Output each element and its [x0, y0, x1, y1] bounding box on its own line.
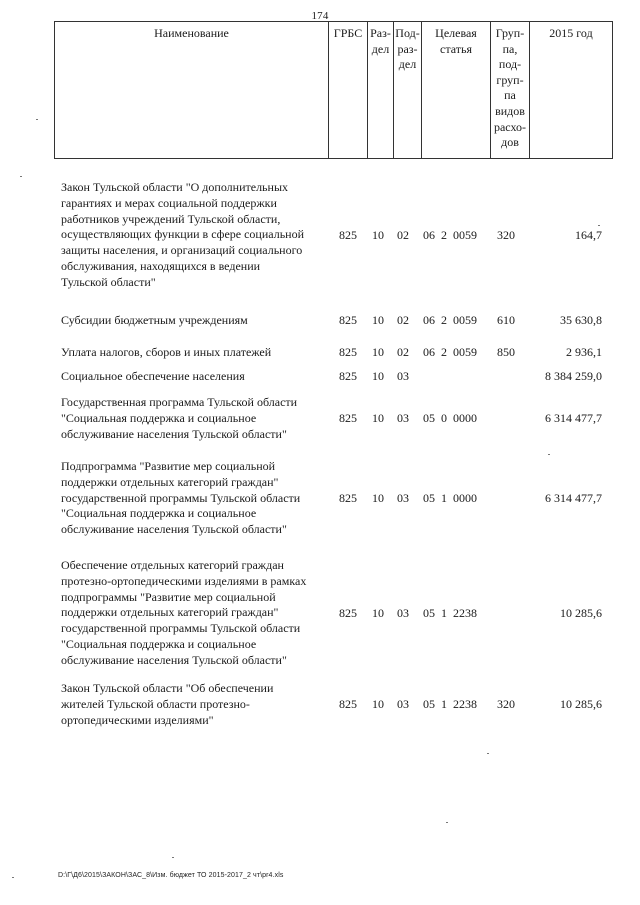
row-podrazdel: 02 — [397, 345, 409, 359]
row-razdel: 10 — [372, 606, 384, 620]
row-podrazdel: 03 — [397, 697, 409, 711]
row-grbs: 825 — [339, 369, 357, 383]
row-year-value: 8 384 259,0 — [545, 369, 602, 383]
row-celevaya: 05 1 2238 — [423, 697, 477, 711]
row-year-value: 164,7 — [575, 228, 602, 242]
row-celevaya: 06 2 0059 — [423, 345, 477, 359]
row-celevaya: 05 0 0000 — [423, 411, 477, 425]
row-podrazdel: 02 — [397, 228, 409, 242]
row-grbs: 825 — [339, 697, 357, 711]
scan-speck — [36, 119, 38, 120]
row-grbs: 825 — [339, 313, 357, 327]
row-name: Социальное обеспечение населения — [61, 369, 245, 383]
header-razdel: Раз- дел — [368, 22, 394, 158]
row-podrazdel: 03 — [397, 411, 409, 425]
scan-speck — [548, 454, 550, 455]
row-razdel: 10 — [372, 411, 384, 425]
row-year-value: 2 936,1 — [566, 345, 602, 359]
row-grbs: 825 — [339, 411, 357, 425]
row-razdel: 10 — [372, 697, 384, 711]
row-podrazdel: 03 — [397, 369, 409, 383]
row-podrazdel: 02 — [397, 313, 409, 327]
row-razdel: 10 — [372, 369, 384, 383]
row-gruppa: 320 — [497, 228, 515, 242]
table-header — [54, 21, 613, 159]
file-path-footer: D:\Г\Д6\2015\ЗАКОН\ЗАС_8\Изм. бюджет ТО 2015-2017_2 чт\pr4.xls — [58, 872, 284, 879]
row-razdel: 10 — [372, 228, 384, 242]
row-podrazdel: 03 — [397, 606, 409, 620]
header-grbs: ГРБС — [329, 22, 368, 158]
row-name: Обеспечение отдельных категорий граждан протезно-ортопедическими изделиями в рамках подпрограммы "Развитие мер социальной поддержки отдельных категорий граждан" государственной программы Тульской области "Социальная поддержка и социальное обслуживание населения Тульской области" — [61, 558, 307, 667]
row-grbs: 825 — [339, 345, 357, 359]
row-year-value: 6 314 477,7 — [545, 411, 602, 425]
row-celevaya: 05 1 0000 — [423, 491, 477, 505]
row-celevaya: 06 2 0059 — [423, 228, 477, 242]
row-year-value: 10 285,6 — [560, 606, 602, 620]
row-name: Закон Тульской области "О дополнительных гарантиях и мерах социальной поддержки работников учреждений Тульской области, осуществляющих функции в сфере социальной защиты населения, и организаций социального обслуживания, находящихся в ведении Тульской области" — [61, 180, 305, 289]
row-gruppa: 320 — [497, 697, 515, 711]
scan-speck — [598, 225, 600, 226]
scan-speck — [446, 822, 448, 823]
row-year-value: 6 314 477,7 — [545, 491, 602, 505]
scan-speck — [487, 753, 489, 754]
row-razdel: 10 — [372, 345, 384, 359]
row-gruppa: 610 — [497, 313, 515, 327]
header-celevaya: Целевая статья — [422, 22, 491, 158]
row-grbs: 825 — [339, 228, 357, 242]
row-year-value: 35 630,8 — [560, 313, 602, 327]
row-year-value: 10 285,6 — [560, 697, 602, 711]
scan-speck — [20, 176, 22, 177]
row-celevaya: 06 2 0059 — [423, 313, 477, 327]
row-gruppa: 850 — [497, 345, 515, 359]
row-grbs: 825 — [339, 606, 357, 620]
page-number: 174 — [311, 10, 329, 22]
scan-speck — [12, 877, 14, 878]
row-name: Подпрограмма "Развитие мер социальной поддержки отдельных категорий граждан" государственной программы Тульской области "Социальная поддержка и социальное обслуживание населения Тульской области" — [61, 459, 301, 537]
header-name: Наименование — [55, 22, 329, 158]
header-gruppa: Груп- па, под- груп- па видов расхо- дов — [491, 22, 530, 158]
row-podrazdel: 03 — [397, 491, 409, 505]
header-year: 2015 год — [530, 22, 613, 158]
header-podrazdel: Под- раз- дел — [394, 22, 422, 158]
row-celevaya: 05 1 2238 — [423, 606, 477, 620]
row-name: Закон Тульской области "Об обеспечении жителей Тульской области протезно- ортопедическими изделиями" — [61, 681, 274, 727]
row-name: Уплата налогов, сборов и иных платежей — [61, 345, 272, 359]
row-razdel: 10 — [372, 313, 384, 327]
row-name: Субсидии бюджетным учреждениям — [61, 313, 248, 327]
row-name: Государственная программа Тульской области "Социальная поддержка и социальное обслуживание населения Тульской области" — [61, 395, 298, 441]
scan-speck — [172, 857, 174, 858]
row-razdel: 10 — [372, 491, 384, 505]
row-grbs: 825 — [339, 491, 357, 505]
